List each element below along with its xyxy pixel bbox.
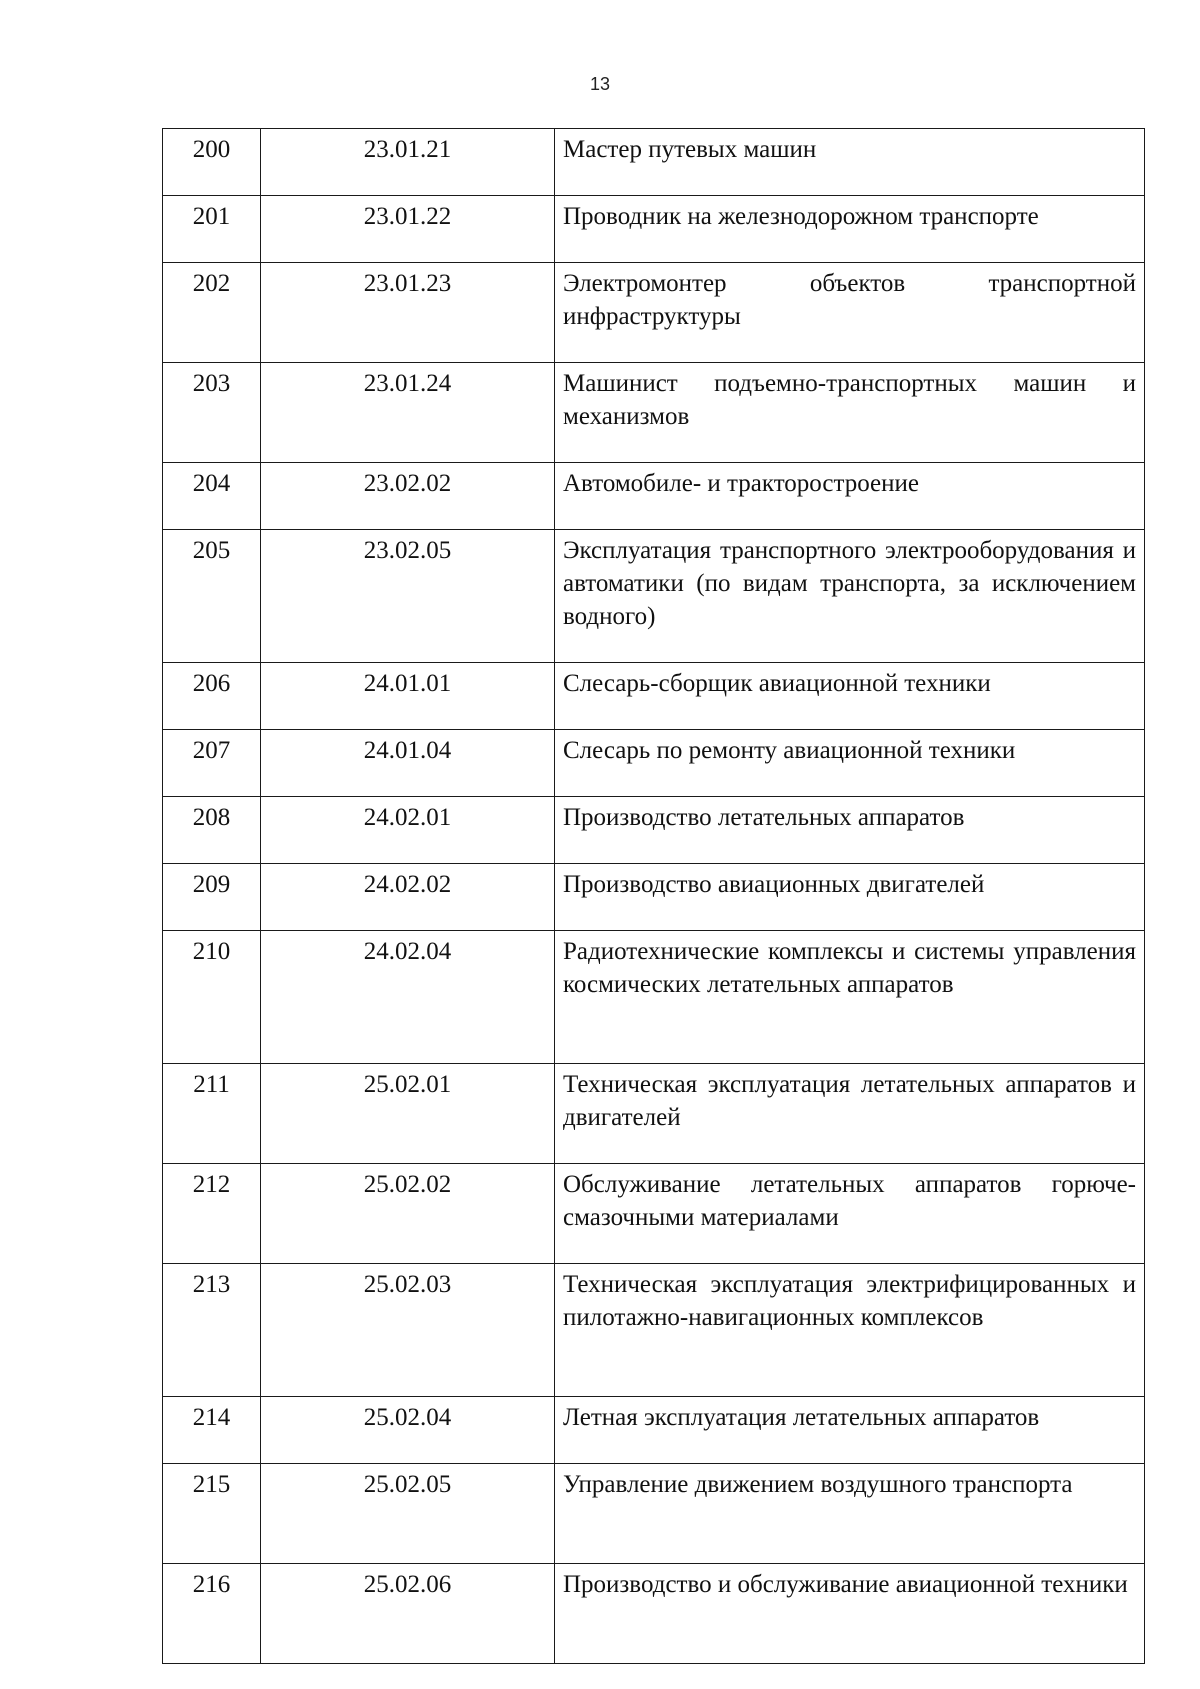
row-number: 203 (163, 363, 261, 463)
row-code: 25.02.06 (261, 1564, 555, 1664)
row-code: 23.01.22 (261, 196, 555, 263)
table-row (163, 864, 1145, 931)
row-name: Мастер путевых машин (555, 129, 1145, 196)
row-name: Производство летательных аппаратов (555, 797, 1145, 864)
row-number: 202 (163, 263, 261, 363)
row-number: 212 (163, 1164, 261, 1264)
row-number: 204 (163, 463, 261, 530)
table-row (163, 196, 1145, 263)
row-code: 23.01.23 (261, 263, 555, 363)
row-code: 23.01.21 (261, 129, 555, 196)
row-name: Эксплуатация транспортного электрооборудования и автоматики (по видам транспорта, за исключением водного) (555, 530, 1145, 663)
table-row (163, 1264, 1145, 1397)
row-number: 201 (163, 196, 261, 263)
row-code: 24.01.04 (261, 730, 555, 797)
row-name: Управление движением воздушного транспорта (555, 1464, 1145, 1564)
row-number: 205 (163, 530, 261, 663)
row-code: 25.02.03 (261, 1264, 555, 1397)
row-code: 23.02.02 (261, 463, 555, 530)
table-row (163, 1164, 1145, 1264)
row-number: 215 (163, 1464, 261, 1564)
row-number: 209 (163, 864, 261, 931)
page-number: 13 (589, 74, 611, 94)
table-row (163, 931, 1145, 1064)
row-number: 216 (163, 1564, 261, 1664)
row-number: 207 (163, 730, 261, 797)
table-row (163, 663, 1145, 730)
row-number: 206 (163, 663, 261, 730)
row-name: Машинист подъемно-транспортных машин и механизмов (555, 363, 1145, 463)
row-code: 24.01.01 (261, 663, 555, 730)
specialties-table (162, 128, 1145, 1664)
row-code: 23.01.24 (261, 363, 555, 463)
row-name: Летная эксплуатация летательных аппаратов (555, 1397, 1145, 1464)
table-row (163, 1564, 1145, 1664)
table-row (163, 263, 1145, 363)
row-number: 208 (163, 797, 261, 864)
row-number: 200 (163, 129, 261, 196)
row-name: Обслуживание летательных аппаратов горюче-смазочными материалами (555, 1164, 1145, 1264)
table-row (163, 363, 1145, 463)
row-name: Слесарь-сборщик авиационной техники (555, 663, 1145, 730)
row-name: Радиотехнические комплексы и системы управления космических летательных аппаратов (555, 931, 1145, 1064)
row-code: 25.02.01 (261, 1064, 555, 1164)
row-number: 211 (163, 1064, 261, 1164)
table-row (163, 1064, 1145, 1164)
row-code: 24.02.04 (261, 931, 555, 1064)
row-name: Проводник на железнодорожном транспорте (555, 196, 1145, 263)
row-number: 214 (163, 1397, 261, 1464)
table-row (163, 1397, 1145, 1464)
row-name: Слесарь по ремонту авиационной техники (555, 730, 1145, 797)
row-name: Электромонтер объектов транспортной инфраструктуры (555, 263, 1145, 363)
row-code: 24.02.02 (261, 864, 555, 931)
table-row (163, 530, 1145, 663)
table-row (163, 1464, 1145, 1564)
table-row (163, 730, 1145, 797)
table-row (163, 797, 1145, 864)
row-name: Производство и обслуживание авиационной техники (555, 1564, 1145, 1664)
table-row (163, 129, 1145, 196)
row-code: 25.02.04 (261, 1397, 555, 1464)
row-code: 23.02.05 (261, 530, 555, 663)
row-name: Производство авиационных двигателей (555, 864, 1145, 931)
row-name: Техническая эксплуатация электрифицированных и пилотажно-навигационных комплексов (555, 1264, 1145, 1397)
row-code: 25.02.02 (261, 1164, 555, 1264)
row-code: 25.02.05 (261, 1464, 555, 1564)
row-name: Техническая эксплуатация летательных аппаратов и двигателей (555, 1064, 1145, 1164)
row-code: 24.02.01 (261, 797, 555, 864)
row-number: 213 (163, 1264, 261, 1397)
row-number: 210 (163, 931, 261, 1064)
table-row (163, 463, 1145, 530)
row-name: Автомобиле- и тракторостроение (555, 463, 1145, 530)
